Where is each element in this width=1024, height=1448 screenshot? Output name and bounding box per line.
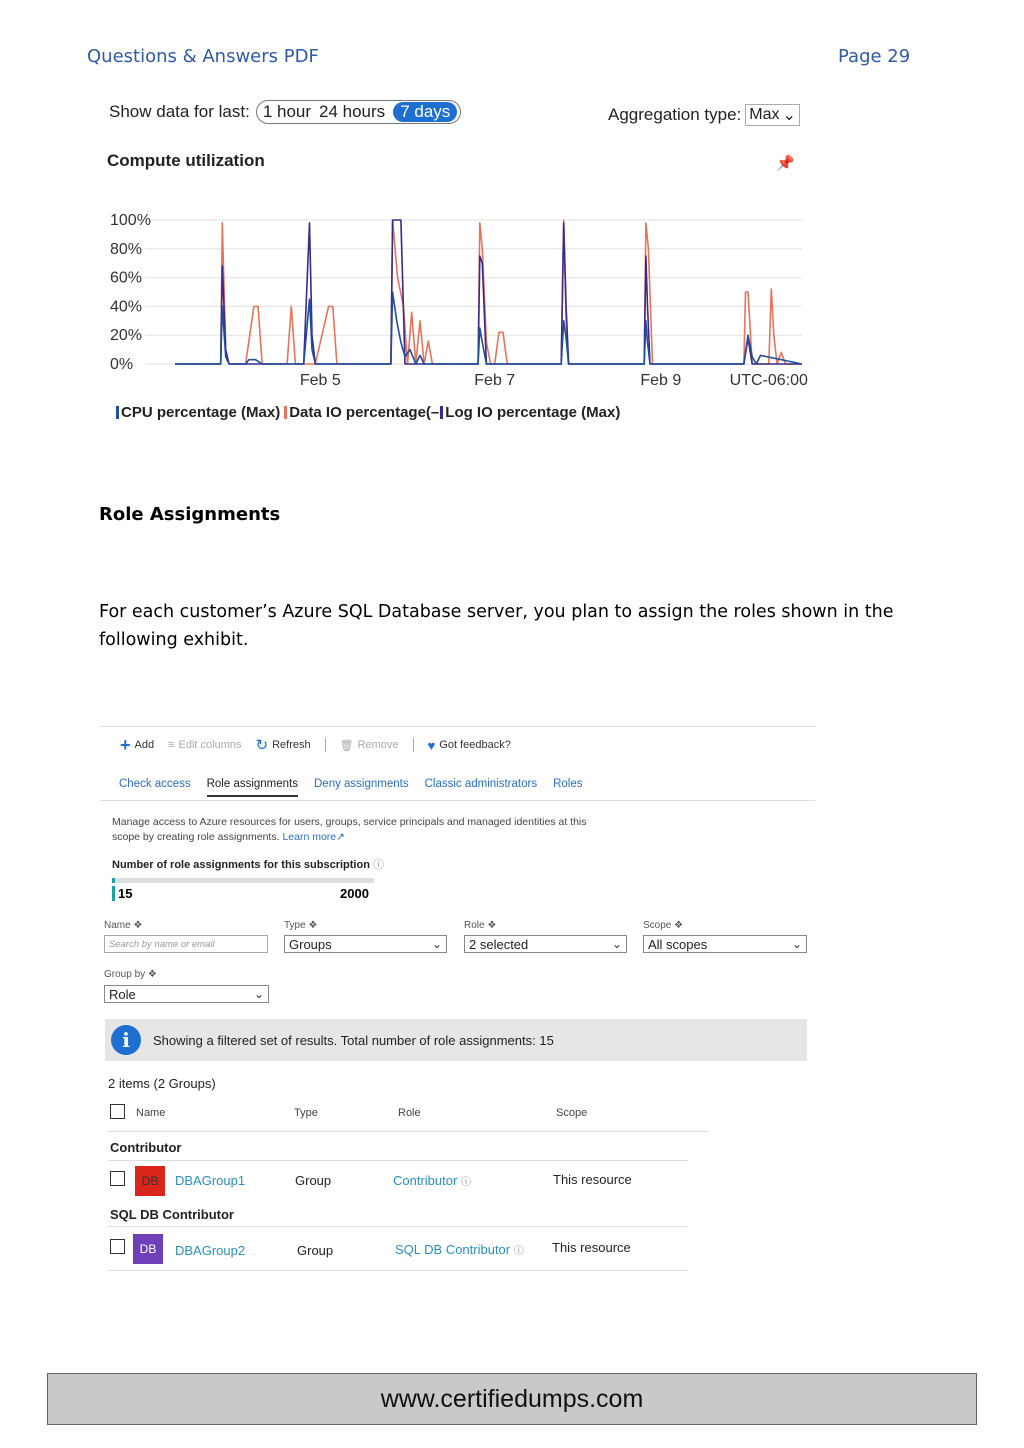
sql-db-contributor-role-link[interactable] bbox=[395, 1242, 524, 1257]
chevron-down-icon: ⌄ bbox=[791, 937, 802, 951]
row-scope: This resource bbox=[553, 1172, 632, 1187]
scope-dropdown[interactable] bbox=[643, 935, 807, 953]
tab-role-assignments[interactable]: Role assignments bbox=[207, 778, 298, 797]
x-tick-label: Feb 7 bbox=[474, 372, 516, 389]
count-label-text: Number of role assignments for this subscription bbox=[112, 859, 370, 871]
row-type: Group bbox=[295, 1173, 332, 1188]
group-avatar-icon: DB bbox=[135, 1166, 165, 1196]
y-tick-label: 40% bbox=[110, 298, 143, 316]
groupby-value: Role bbox=[109, 986, 136, 1002]
groupby-dropdown[interactable] bbox=[104, 985, 269, 1003]
edit-columns-label: Edit columns bbox=[178, 739, 242, 751]
add-label: Add bbox=[134, 739, 155, 751]
refresh-button[interactable] bbox=[256, 736, 311, 754]
role-name: SQL DB Contributor bbox=[395, 1242, 511, 1257]
edit-columns-button[interactable] bbox=[168, 739, 241, 751]
items-summary: 2 items (2 Groups) bbox=[108, 1076, 216, 1091]
row-type: Group bbox=[297, 1243, 334, 1258]
contributor-role-link[interactable] bbox=[393, 1173, 471, 1188]
legend-swatch-data-io bbox=[284, 406, 287, 419]
plus-icon: + bbox=[120, 734, 131, 755]
header-divider bbox=[108, 1131, 708, 1132]
dbagroup2-link[interactable]: DBAGroup2 bbox=[175, 1243, 246, 1258]
legend-log-io: Log IO percentage (Max) bbox=[445, 404, 621, 421]
type-filter-label bbox=[284, 920, 317, 931]
table-bottom-divider bbox=[108, 1270, 688, 1271]
learn-more-link[interactable]: Learn more bbox=[282, 831, 337, 843]
chevron-down-icon: ⌄ bbox=[782, 107, 796, 124]
page-number: Page 29 bbox=[838, 46, 911, 67]
group-avatar-icon: DB bbox=[133, 1234, 163, 1264]
legend-swatch-log-io bbox=[440, 406, 443, 419]
time-range-selector[interactable] bbox=[256, 100, 461, 124]
role-filter-label-text: Role bbox=[464, 920, 485, 931]
y-tick-label: 80% bbox=[110, 240, 143, 258]
range-7-days[interactable]: 7 days bbox=[393, 102, 457, 122]
select-all-checkbox[interactable] bbox=[110, 1104, 125, 1119]
x-tick-label: Feb 9 bbox=[640, 372, 682, 389]
add-button[interactable] bbox=[120, 735, 154, 756]
chevron-down-icon: ⌄ bbox=[611, 937, 622, 951]
toolbar-divider bbox=[413, 738, 414, 752]
info-icon: ❖ bbox=[308, 920, 318, 931]
info-icon: ❖ bbox=[147, 969, 157, 980]
x-tick-label: UTC-06:00 bbox=[729, 372, 808, 389]
groupby-label bbox=[104, 969, 157, 980]
groupby-label-text: Group by bbox=[104, 969, 146, 980]
role-assignments-exhibit bbox=[100, 726, 815, 1276]
assignment-count-bar bbox=[112, 878, 374, 883]
tab-deny-assignments[interactable]: Deny assignments bbox=[314, 778, 409, 790]
refresh-label: Refresh bbox=[272, 739, 311, 751]
aggregation-label: Aggregation type: bbox=[608, 105, 742, 124]
legend-data-io: Data IO percentage(– bbox=[289, 404, 440, 421]
scope-filter-label bbox=[643, 920, 683, 931]
column-type[interactable]: Type bbox=[294, 1107, 318, 1119]
dbagroup1-link[interactable]: DBAGroup1 bbox=[175, 1173, 246, 1188]
range-1-hour[interactable]: 1 hour bbox=[262, 102, 312, 121]
series-line-data-io bbox=[175, 220, 802, 364]
type-value: Groups bbox=[289, 936, 332, 952]
y-tick-label: 100% bbox=[110, 212, 151, 229]
column-name[interactable]: Name bbox=[136, 1107, 166, 1119]
columns-icon: ≡ bbox=[168, 739, 175, 751]
toolbar-divider bbox=[325, 738, 326, 752]
series-line-log-io bbox=[175, 220, 802, 364]
pin-icon[interactable]: 📌 bbox=[776, 155, 795, 172]
column-scope[interactable]: Scope bbox=[556, 1107, 588, 1119]
group-divider bbox=[108, 1160, 688, 1161]
type-dropdown[interactable] bbox=[284, 935, 447, 953]
aggregation-value: Max bbox=[749, 106, 780, 123]
tab-divider bbox=[100, 800, 815, 801]
name-filter-label-text: Name bbox=[104, 920, 131, 931]
count-max: 2000 bbox=[340, 886, 369, 901]
assignment-count-fill bbox=[112, 878, 115, 883]
external-link-icon: ↗ bbox=[336, 831, 345, 843]
info-banner bbox=[105, 1019, 807, 1061]
group-heading-sql-db-contributor: SQL DB Contributor bbox=[110, 1207, 234, 1222]
tab-check-access[interactable]: Check access bbox=[119, 778, 191, 790]
group-heading-contributor: Contributor bbox=[110, 1140, 182, 1155]
type-filter-label-text: Type bbox=[284, 920, 306, 931]
feedback-button[interactable] bbox=[428, 738, 511, 753]
time-range-row bbox=[109, 100, 461, 124]
name-search-input[interactable]: Search by name or email bbox=[104, 935, 268, 953]
feedback-label: Got feedback? bbox=[439, 739, 511, 751]
info-circle-icon: ⓘ bbox=[373, 859, 384, 871]
description bbox=[112, 815, 602, 845]
group-divider bbox=[108, 1226, 688, 1227]
section-paragraph: For each customer’s Azure SQL Database server, you plan to assign the roles shown in the following exhibit. bbox=[99, 602, 894, 650]
x-tick-label: Feb 5 bbox=[299, 372, 341, 389]
role-filter-label bbox=[464, 920, 496, 931]
count-label bbox=[112, 856, 384, 872]
column-role[interactable]: Role bbox=[398, 1107, 421, 1119]
info-circle-icon: ⓘ bbox=[513, 1246, 524, 1257]
aggregation-dropdown[interactable] bbox=[745, 104, 800, 126]
info-text: Showing a filtered set of results. Total number of role assignments: 15 bbox=[153, 1032, 554, 1048]
role-dropdown[interactable] bbox=[464, 935, 627, 953]
toolbar bbox=[100, 726, 815, 763]
count-current: 15 bbox=[112, 886, 132, 901]
row-scope: This resource bbox=[552, 1240, 631, 1255]
legend-swatch-cpu bbox=[116, 406, 119, 419]
info-icon: ❖ bbox=[133, 920, 143, 931]
footer-banner: www.certifiedumps.com bbox=[47, 1373, 977, 1425]
row-checkbox[interactable] bbox=[110, 1171, 125, 1186]
chart-title: Compute utilization bbox=[107, 151, 265, 170]
chart-legend bbox=[116, 404, 620, 421]
y-tick-label: 0% bbox=[110, 356, 134, 373]
compute-utilization-exhibit bbox=[100, 92, 820, 437]
remove-label: Remove bbox=[357, 739, 399, 751]
role-name: Contributor bbox=[393, 1173, 458, 1188]
scope-filter-label-text: Scope bbox=[643, 920, 672, 931]
y-tick-label: 20% bbox=[110, 327, 143, 345]
info-icon: ❖ bbox=[674, 920, 684, 931]
tab-roles[interactable]: Roles bbox=[553, 778, 583, 790]
aggregation-row bbox=[608, 104, 800, 126]
section-heading: Role Assignments bbox=[99, 504, 281, 525]
y-tick-label: 60% bbox=[110, 269, 143, 287]
chevron-down-icon: ⌄ bbox=[253, 987, 264, 1001]
legend-cpu: CPU percentage (Max) bbox=[121, 404, 281, 421]
role-value: 2 selected bbox=[469, 936, 529, 952]
compute-utilization-chart bbox=[100, 192, 820, 392]
show-data-label: Show data for last: bbox=[109, 102, 250, 121]
info-circle-icon: ⓘ bbox=[460, 1177, 471, 1188]
chevron-down-icon: ⌄ bbox=[431, 937, 442, 951]
heart-icon: ♥ bbox=[427, 737, 436, 753]
trash-icon: 🗑 bbox=[339, 739, 354, 752]
description-text: Manage access to Azure resources for users, groups, service principals and managed identities at this scope by creating role assignments. bbox=[112, 816, 587, 843]
tab-classic-administrators[interactable]: Classic administrators bbox=[424, 778, 538, 790]
header-title: Questions & Answers PDF bbox=[87, 46, 319, 67]
scope-value: All scopes bbox=[648, 936, 708, 952]
name-filter-label bbox=[104, 920, 142, 931]
tab-bar bbox=[119, 778, 583, 797]
refresh-icon: ↻ bbox=[255, 737, 269, 754]
row-checkbox[interactable] bbox=[110, 1239, 125, 1254]
remove-button[interactable] bbox=[340, 739, 399, 752]
info-icon: ❖ bbox=[487, 920, 497, 931]
info-icon: i bbox=[111, 1025, 141, 1055]
range-24-hours[interactable]: 24 hours bbox=[319, 102, 386, 121]
